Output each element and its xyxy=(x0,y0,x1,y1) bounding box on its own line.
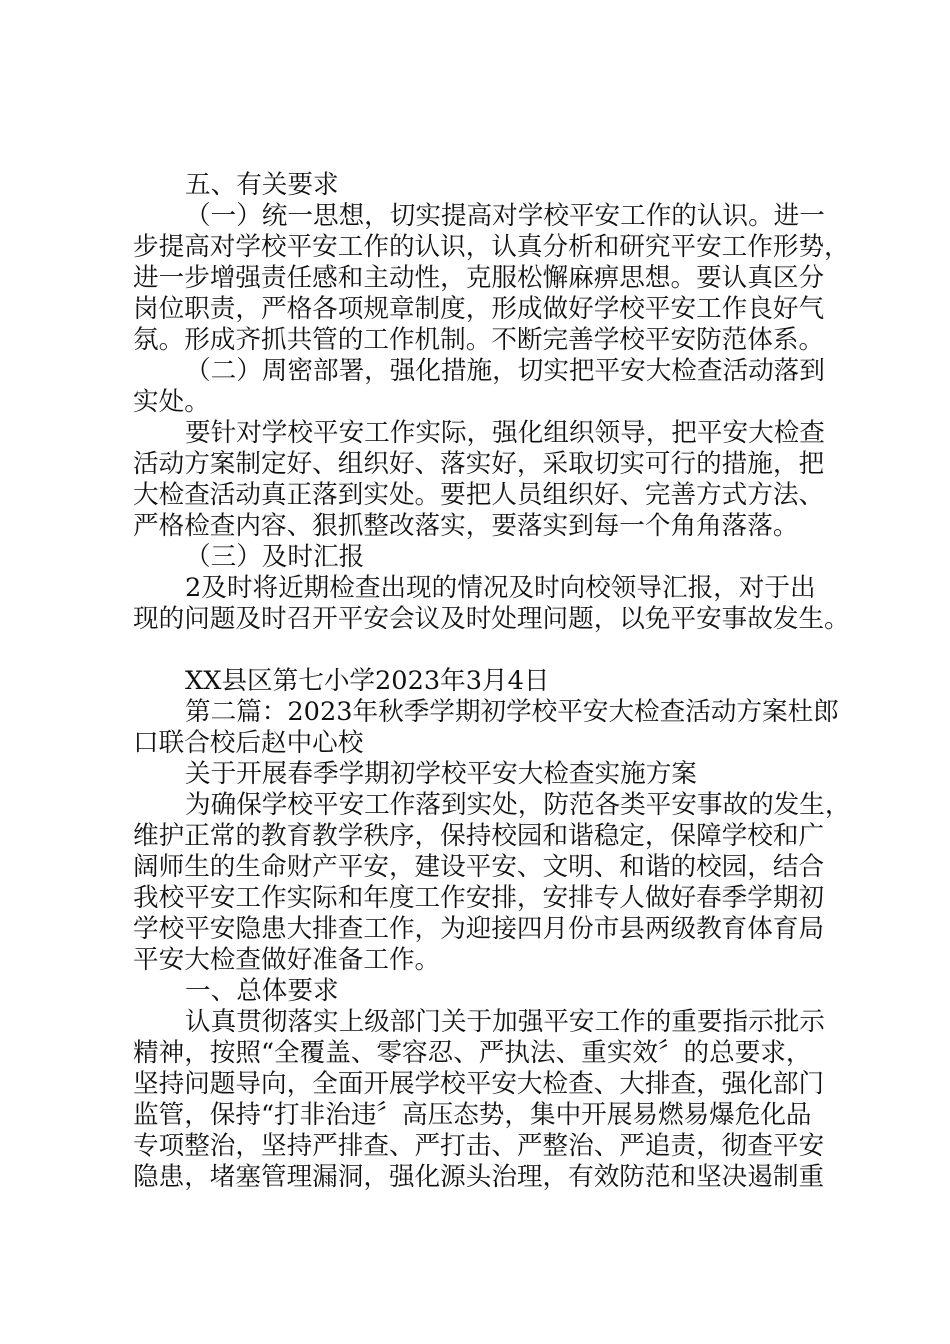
paragraph-line: 精神，按照“全覆盖、零容忍、严执法、重实效〞的总要求， xyxy=(133,1038,812,1068)
plan-title: 关于开展春季学期初学校平安大检查实施方案 xyxy=(185,759,697,789)
paragraph-line: 认真贯彻落实上级部门关于加强平安工作的重要指示批示 xyxy=(185,1007,825,1037)
paragraph-line: 岗位职责，严格各项规章制度，形成做好学校平安工作良好气 xyxy=(133,294,825,324)
paragraph-line: 大检查活动真正落到实处。要把人员组织好、完善方式方法、 xyxy=(133,480,825,510)
paragraph-line: 我校平安工作实际和年度工作安排，安排专人做好春季学期初 xyxy=(133,883,825,913)
paragraph-line: （二）周密部署，强化措施，切实把平安大检查活动落到 xyxy=(185,356,825,386)
paragraph-line: 氛。形成齐抓共管的工作机制。不断完善学校平安防范体系。 xyxy=(133,325,825,355)
paragraph-line: 平安大检查做好准备工作。 xyxy=(133,945,441,975)
paragraph-line: 实处。 xyxy=(133,387,210,417)
paragraph-line: 严格检查内容、狠抓整改落实，要落实到每一个角角落落。 xyxy=(133,511,799,541)
second-article-title: 第二篇：2023年秋季学期初学校平安大检查活动方案杜郎 xyxy=(185,697,839,727)
paragraph-line: 监管，保持“打非治违〞高压态势，集中开展易燃易爆危化品 xyxy=(133,1100,812,1130)
paragraph-line: （一）统一思想，切实提高对学校平安工作的认识。进一 xyxy=(185,201,825,231)
paragraph-line: 步提高对学校平安工作的认识，认真分析和研究平安工作形势， xyxy=(133,232,850,262)
document-body xyxy=(133,170,851,1193)
paragraph-line: 要针对学校平安工作实际，强化组织领导，把平安大检查 xyxy=(185,418,825,448)
paragraph-line: 专项整治，坚持严排查、严打击、严整治、严追责，彻查平安 xyxy=(133,1131,825,1161)
paragraph-line: 学校平安隐患大排查工作，为迎接四月份市县两级教育体育局 xyxy=(133,914,825,944)
paragraph-line: 活动方案制定好、组织好、落实好，采取切实可行的措施，把 xyxy=(133,449,825,479)
section-heading: 五、有关要求 xyxy=(185,170,339,200)
paragraph-line: 坚持问题导向，全面开展学校平安大检查、大排查，强化部门 xyxy=(133,1069,825,1099)
signature-date-line: XX县区第七小学2023年3月4日 xyxy=(185,666,550,696)
paragraph-line: 阔师生的生命财产平安，建设平安、文明、和谐的校园，结合 xyxy=(133,852,825,882)
paragraph-line: 隐患，堵塞管理漏洞，强化源头治理，有效防范和坚决遏制重 xyxy=(133,1162,825,1192)
second-article-title-continued: 口联合校后赵中心校 xyxy=(133,728,364,758)
paragraph-line: 维护正常的教育教学秩序，保持校园和谐稳定，保障学校和广 xyxy=(133,821,825,851)
paragraph-line: 现的问题及时召开平安会议及时处理问题，以免平安事故发生。 xyxy=(133,604,850,634)
blank-line xyxy=(133,635,833,666)
paragraph-line: 2及时将近期检查出现的情况及时向校领导汇报，对于出 xyxy=(185,573,816,603)
paragraph-line: （三）及时汇报 xyxy=(185,542,365,572)
paragraph-line: 进一步增强责任感和主动性，克服松懈麻痹思想。要认真区分 xyxy=(133,263,825,293)
section-heading: 一、总体要求 xyxy=(185,976,339,1006)
paragraph-line: 为确保学校平安工作落到实处，防范各类平安事故的发生， xyxy=(185,790,851,820)
